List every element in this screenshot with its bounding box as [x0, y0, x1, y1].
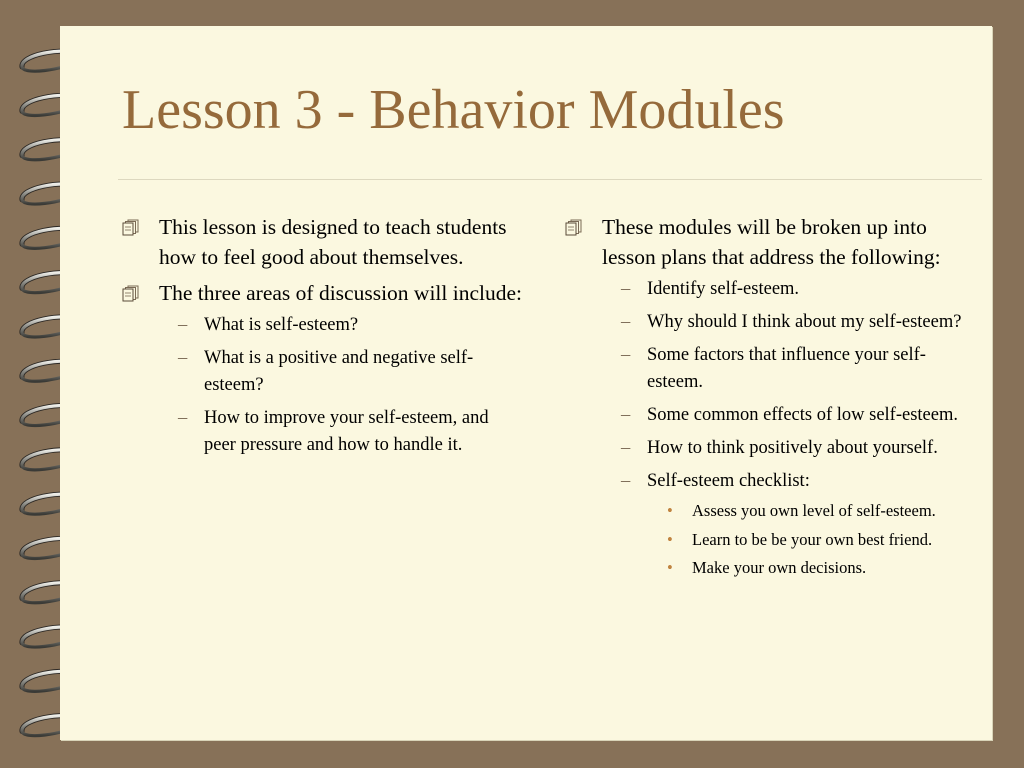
sub-bullet-item [602, 435, 970, 462]
sub-bullet-item [602, 309, 970, 336]
slide-title: Lesson 3 - Behavior Modules [122, 79, 785, 141]
dot-marker: • [667, 501, 673, 520]
bullet-text: The three areas of discussion will include: [159, 281, 523, 305]
sub-bullet-text: What is self-esteem? [204, 315, 359, 335]
sub-bullet-item [159, 405, 522, 459]
sub-bullet-text: Some common effects of low self-esteem. [647, 405, 958, 425]
bullet-item [122, 212, 522, 272]
dash-marker: – [621, 345, 631, 365]
sub-bullet-item [602, 402, 970, 429]
sub-bullet-item [159, 345, 522, 399]
sub-bullet-text: Some factors that influence your self-esteem. [647, 345, 926, 392]
dot-marker: • [667, 558, 673, 577]
checklist-item [647, 556, 970, 580]
dash-marker: – [621, 312, 631, 332]
right-column [565, 212, 970, 586]
dash-marker: – [178, 408, 188, 428]
notepad-icon [122, 219, 140, 236]
sub-bullet-text: Why should I think about my self-esteem? [647, 312, 962, 332]
sub-bullet-text: Self-esteem checklist: [647, 471, 810, 491]
checklist-text: Learn to be be your own best friend. [692, 529, 933, 549]
bullet-item [122, 278, 522, 459]
sub-bullet-text: How to improve your self-esteem, and peer pressure and how to handle it. [204, 408, 489, 455]
sub-bullet-text: Identify self-esteem. [647, 279, 800, 299]
dash-marker: – [621, 471, 631, 491]
title-divider [118, 179, 982, 180]
sub-bullet-item [159, 312, 522, 339]
checklist-text: Assess you own level of self-esteem. [692, 501, 936, 520]
checklist-text: Make your own decisions. [692, 558, 867, 577]
checklist-item [647, 499, 970, 523]
sub-bullet-item [602, 276, 970, 303]
sub-bullet-item [602, 342, 970, 396]
notepad-icon [565, 219, 583, 236]
bullet-text: These modules will be broken up into lesson plans that address the following: [602, 215, 941, 269]
dash-marker: – [621, 405, 631, 425]
bullet-item [565, 212, 970, 580]
dash-marker: – [178, 348, 188, 368]
checklist-item [647, 528, 970, 552]
sub-bullet-text: How to think positively about yourself. [647, 438, 938, 458]
sub-bullet-item [602, 468, 970, 580]
dash-marker: – [621, 438, 631, 458]
notepad-icon [122, 285, 140, 302]
dash-marker: – [178, 315, 188, 335]
dot-marker: • [667, 529, 673, 549]
left-column [122, 212, 522, 465]
sub-bullet-text: What is a positive and negative self-esteem? [204, 348, 474, 395]
notebook-page [60, 26, 992, 740]
dash-marker: – [621, 279, 631, 299]
bullet-text: This lesson is designed to teach students how to feel good about themselves. [159, 215, 507, 269]
